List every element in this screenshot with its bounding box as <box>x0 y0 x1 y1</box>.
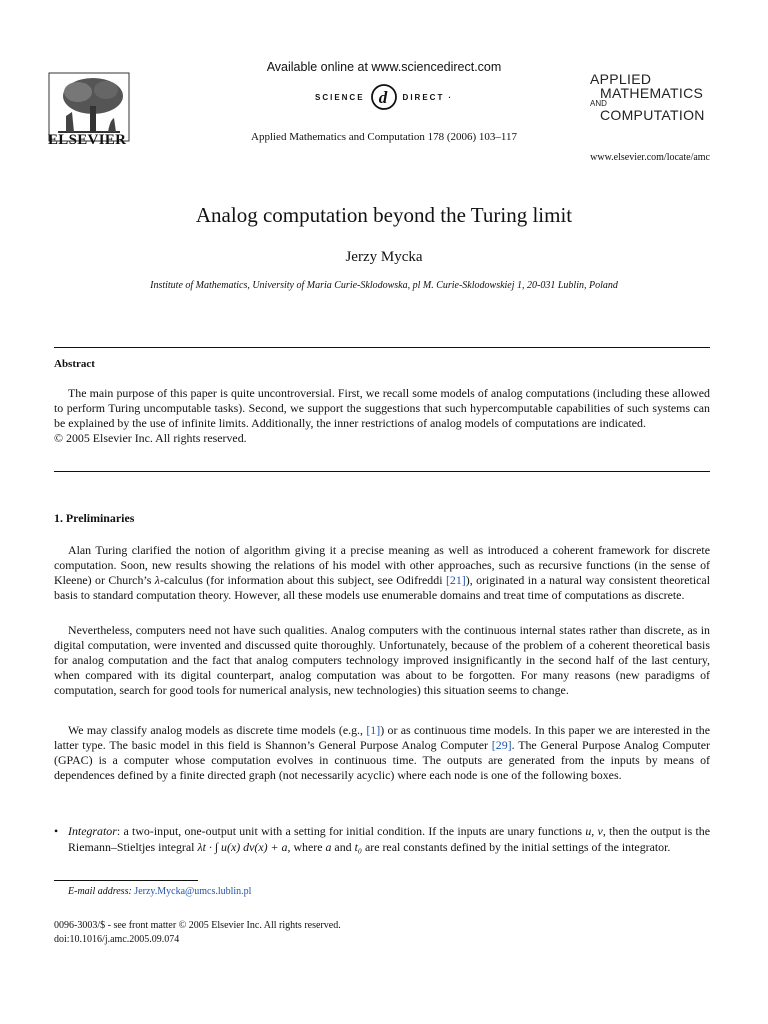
integrator-bullet <box>54 823 710 855</box>
integral-formula: λt · ∫ u(x) dv(x) + a <box>197 840 288 854</box>
doi-line: doi:10.1016/j.amc.2005.09.074 <box>54 934 180 945</box>
sd-mark: · <box>448 92 453 102</box>
email-label: E-mail address: <box>68 886 132 897</box>
bullet-text-a: : a two-input, one-output unit with a setting for initial condition. If the inputs are unary functions <box>116 824 586 838</box>
journal-logo-line3: AND <box>590 99 607 108</box>
abstract-copyright: © 2005 Elsevier Inc. All rights reserved. <box>54 431 247 445</box>
sd-direct-word: DIRECT <box>402 92 445 102</box>
bullet-text <box>68 823 710 855</box>
bullet-uv: u, v <box>585 824 603 838</box>
section1-paragraph-1 <box>54 543 710 603</box>
author-affiliation: Institute of Mathematics, University of Maria Curie-Sklodowska, pl M. Curie-Sklodowskiej 1, 20-031 Lublin, Poland <box>150 280 618 291</box>
p1-lambda: λ <box>154 573 160 587</box>
p1-text-a: Alan Turing clarified the notion of algorithm giving it a precise meaning as well as introduced a coherent framework for discrete computation. Soon, new results showing the relations of his model with other approaches, such as recursive functions (in the sense of Kleene) or Church’s <box>54 543 710 587</box>
p3-text-a: We may classify analog models as discrete time models (e.g., <box>68 723 367 737</box>
bullet-term: Integrator <box>68 824 117 838</box>
bullet-text-c: , where <box>287 840 326 854</box>
footnote-rule <box>54 880 198 881</box>
bullet-text-b: , then the output is the Riemann–Stieltjes integral <box>68 824 710 854</box>
bullet-var-a: a <box>325 840 332 854</box>
journal-logo-line4: COMPUTATION <box>600 107 705 123</box>
abstract-bottom-rule <box>54 471 710 472</box>
issn-doi-block <box>54 919 341 947</box>
bullet-var-t0: t₀ <box>354 840 362 854</box>
sd-science-word: SCIENCE <box>314 92 365 102</box>
journal-logo <box>590 72 705 122</box>
citation-link-1[interactable]: [1] <box>366 723 381 737</box>
p3-text-b: ) or as continuous time models. In this paper we are interested in the latter type. The basic model in this field is Shannon’s General Purpose Analog Computer <box>54 723 710 752</box>
journal-citation: Applied Mathematics and Computation 178 (2006) 103–117 <box>251 131 517 143</box>
bullet-text-d: and <box>331 840 355 854</box>
journal-logo-line1: APPLIED <box>590 71 652 87</box>
email-link[interactable]: Jerzy.Mycka@umcs.lublin.pl <box>134 886 252 897</box>
article-title: Analog computation beyond the Turing limit <box>195 203 573 227</box>
citation-link-29[interactable]: [29] <box>491 738 512 752</box>
abstract-heading: Abstract <box>54 358 95 370</box>
available-online-text: Available online at www.sciencedirect.com <box>266 60 502 74</box>
journal-url-link[interactable]: www.elsevier.com/locate/amc <box>590 152 710 163</box>
sciencedirect-at-icon <box>369 82 399 112</box>
publisher-name: ELSEVIER <box>48 132 127 148</box>
p3-text-c: . The General Purpose Analog Computer (GPAC) is a computer whose computation evolves in continuous time. The outputs are generated from the inputs by means of dependences defined by a finite directed graph (not necessarily acyclic) where each node is one of the following boxes. <box>54 738 710 782</box>
section-heading: 1. Preliminaries <box>54 511 135 525</box>
abstract-text <box>54 386 710 446</box>
article-author: Jerzy Mycka <box>345 249 423 265</box>
journal-logo-line2: MATHEMATICS <box>600 85 704 101</box>
p1-text-c: ), originated in a natural way consistent theoretical basis to standard computation theory. However, all these models use enumerable domains and treat time of computations as discrete. <box>54 573 711 602</box>
section1-paragraph-2: Nevertheless, computers need not have such qualities. Analog computers with the continuous internal states rather than discrete, as in digital computation, were invented and discussed quite thoroughly. Unfortunately, because of the problem of a coherent theoretical basis for analog computation and the fact that analog computers technology improved insignificantly in the second half of the last century, when compared with its digital counterpart, analog computation was about to be forgotten. For many reasons (new paradigms of computation, search for good tools for numerical analysis, new technologies) this situation seems to change. <box>54 623 710 697</box>
section1-paragraph-3 <box>54 723 710 783</box>
author-email-footnote <box>68 886 251 897</box>
issn-line: 0096-3003/$ - see front matter © 2005 Elsevier Inc. All rights reserved. <box>54 920 341 931</box>
bullet-dot: • <box>54 824 59 838</box>
citation-link-21[interactable]: [21] <box>445 573 466 587</box>
p1-text-b: -calculus (for information about this subject, see Odifreddi <box>159 573 446 587</box>
bullet-text-e: are real constants defined by the initial settings of the integrator. <box>362 840 671 854</box>
svg-text:d: d <box>378 88 389 107</box>
abstract-body: The main purpose of this paper is quite uncontroversial. First, we recall some models of analog computations (including these allowed to perform Turing uncomputable tasks). Second, we support the suggestions that such hypercomputable capabilities of such systems can be explained by the use of infinite limits. Additionally, the inner restrictions of analog models of computations are indicated. <box>54 386 710 430</box>
abstract-top-rule <box>54 347 710 348</box>
